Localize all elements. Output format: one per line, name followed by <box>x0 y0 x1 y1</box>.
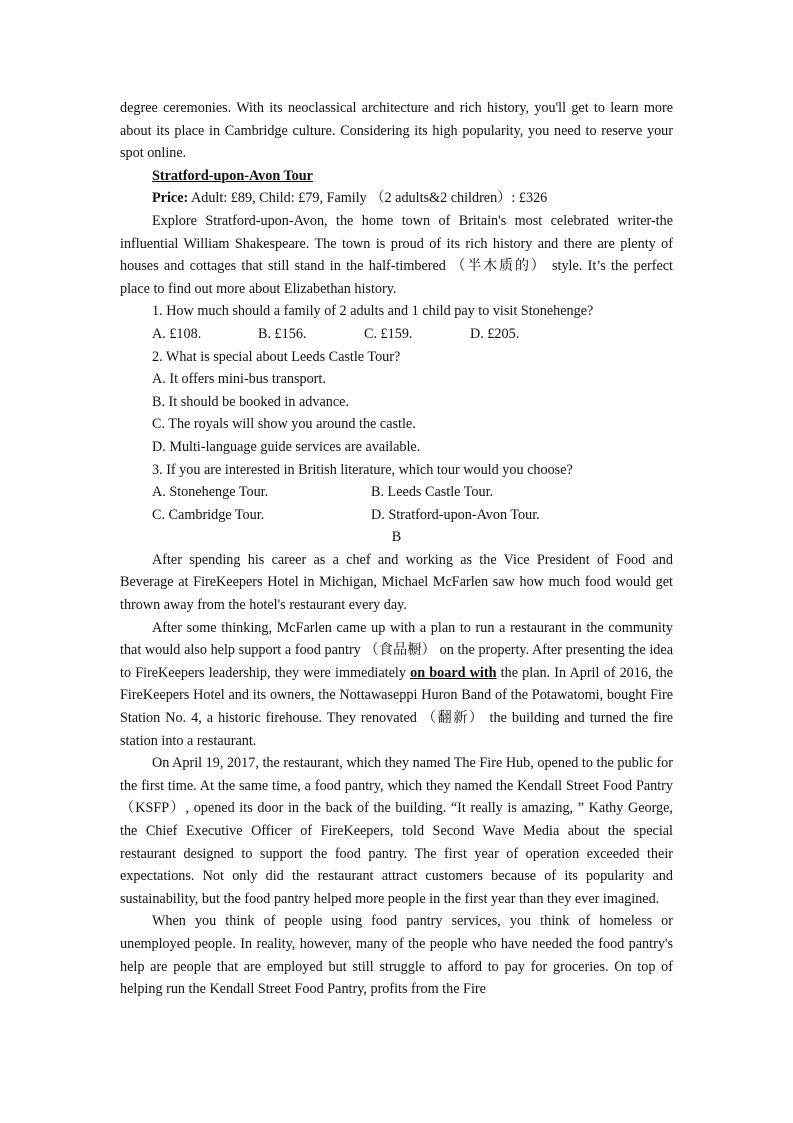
question-1-options <box>120 323 673 346</box>
intro-paragraph: degree ceremonies. With its neoclassical architecture and rich history, you'll get to learn more about its place in Cambridge culture. Considering its high popularity, you need to reserve your spot online. <box>120 100 673 162</box>
option: A. £108. <box>152 325 202 342</box>
question-3-options-row-2 <box>120 504 673 527</box>
paragraph-text: After some thinking, McFarlen came up with a plan to run a restaurant in the community that would also help support a food pantry （食品橱） on the property. After presenting the idea to FireKeepers leadership, they were immediately <box>120 619 673 681</box>
section-heading: B <box>391 529 402 546</box>
passage-paragraph-1: After spending his career as a chef and working as the Vice President of Food and Beverage at FireKeepers Hotel in Michigan, Michael McFarlen saw how much food would get thrown away from the hotel's restaurant every day. <box>120 551 673 614</box>
emphasized-phrase: on board with <box>410 664 497 681</box>
option: A. It offers mini-bus transport. <box>152 371 326 388</box>
question-3-options-row-1 <box>120 481 673 504</box>
option: C. The royals will show you around the castle. <box>152 416 416 433</box>
option: D. £205. <box>470 325 520 342</box>
option: B. £156. <box>258 325 307 342</box>
passage-paragraph-2 <box>120 617 673 753</box>
option: C. Cambridge Tour. <box>152 506 265 523</box>
option: D. Multi-language guide services are available. <box>152 438 421 455</box>
price-label: Price: <box>152 190 189 207</box>
tour-title-text: Stratford-upon-Avon Tour <box>152 167 313 184</box>
question-3: 3. If you are interested in British literature, which tour would you choose? <box>152 461 573 478</box>
tour-price <box>120 187 673 210</box>
option: B. It should be booked in advance. <box>152 393 350 410</box>
option: A. Stonehenge Tour. <box>152 484 269 501</box>
option: D. Stratford-upon-Avon Tour. <box>371 506 540 523</box>
passage-paragraph-3: On April 19, 2017, the restaurant, which they named The Fire Hub, opened to the public for the first time. At the same time, a food pantry, which they named the Kendall Street Food Pantry （KSFP）, opened its door in the back of the building. “It really is amazing, ” Kathy George, the Chief Executive Officer of FireKeepers, told Second Wave Media about the special restaurant designed to support the food pantry. The first year of operation exceeded their expectations. Not only did the restaurant attract customers because of its popularity and sustainability, but the food pantry helped more people in the first year than they ever imagined. <box>120 755 673 907</box>
question-2: 2. What is special about Leeds Castle Tour? <box>152 348 401 365</box>
tour-title <box>120 165 673 188</box>
passage-paragraph-4: When you think of people using food pantry services, you think of homeless or unemployed people. In reality, however, many of the people who have needed the food pantry's help are people that are employed but still struggle to afford to pay for groceries. On top of helping run the Kendall Street Food Pantry, profits from the Fire <box>120 913 673 998</box>
paragraph-text: the plan. In April of 2016, the FireKeepers Hotel and its owners, the Nottawaseppi Huron Band of the Potawatomi, bought Fire Station No. 4, a historic firehouse. They renovated （翻新） the building and turned the fire station into a restaurant. <box>120 664 673 749</box>
question-1: 1. How much should a family of 2 adults and 1 child pay to visit Stonehenge? <box>152 303 594 320</box>
price-text: Adult: £89, Child: £79, Family （2 adults&2 children）: £326 <box>188 190 548 207</box>
option: C. £159. <box>364 325 413 342</box>
option: B. Leeds Castle Tour. <box>371 484 494 501</box>
document-page <box>120 97 673 1001</box>
tour-description: Explore Stratford-upon-Avon, the home town of Britain's most celebrated writer-the influential William Shakespeare. The town is proud of its rich history and there are plenty of houses and cottages that still stand in the half-timbered （半木质的） style. It’s the perfect place to find out more about Elizabethan history. <box>120 212 673 297</box>
